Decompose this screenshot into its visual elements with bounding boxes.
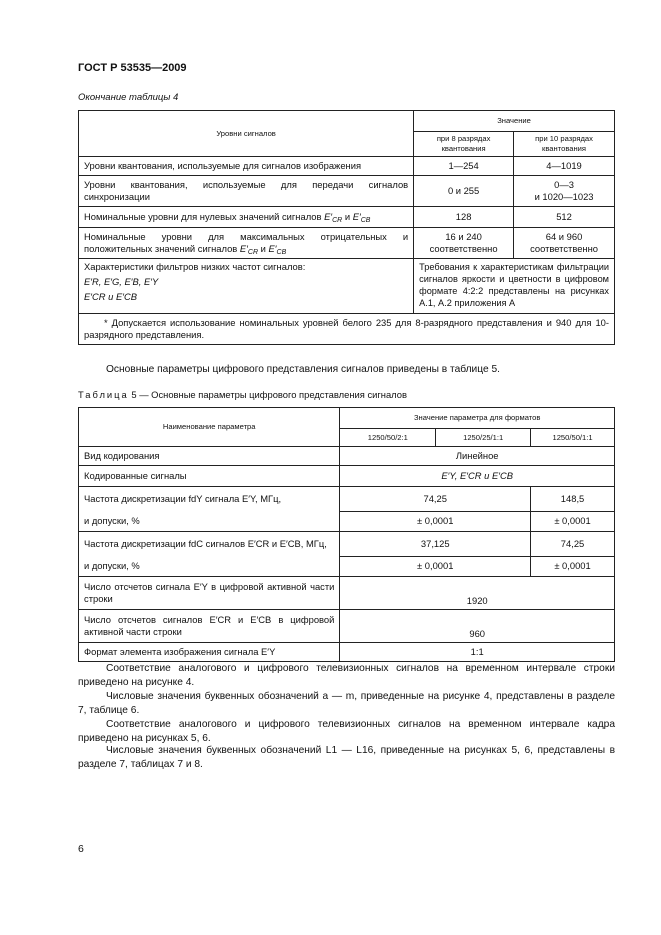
row-value: ± 0,0001 [531, 511, 615, 532]
value-line: соответственно [429, 243, 498, 254]
table4-header-row [79, 111, 615, 132]
table4-col-value: Значение [414, 111, 615, 132]
value-line: соответственно [530, 243, 598, 254]
row-value: 37,125 [340, 532, 531, 557]
table-row [79, 176, 615, 207]
body-paragraph: Числовые значения буквенных обозначений L1 — L16, приведенные на рисунках 5, 6, представлены в разделе 7, таблицах 7 и 8. [78, 745, 615, 770]
table5-col-param: Наименование параметра [79, 408, 340, 447]
signal-symbol: E′ [268, 243, 277, 254]
table-row [79, 207, 615, 228]
table5-col-values: Значение параметра для форматов [340, 408, 615, 429]
row-label: Уровни квантования, используемые для сигналов изображения [79, 157, 414, 176]
row-label [79, 259, 414, 314]
intro-paragraph: Основные параметры цифрового представления сигналов приведены в таблице 5. [106, 364, 500, 375]
table-row [79, 228, 615, 259]
signal-subscript: CB [276, 249, 287, 256]
row-label: Частота дискретизации fdC сигналов E′CR и E′CB, МГц, [79, 532, 340, 557]
row-value: ± 0,0001 [340, 511, 531, 532]
signal-symbol: E′ [239, 243, 248, 254]
row-value-8bit [414, 228, 514, 259]
row-label: Частота дискретизации fdY сигнала E′Y, МГц, [79, 487, 340, 512]
table4-footnote: * Допускается использование номинальных уровней белого 235 для 8-разрядного представления и 940 для 10-разрядного представления. [79, 314, 615, 345]
value-line: 64 и 960 [545, 231, 583, 242]
row-label [79, 207, 414, 228]
caption-text: 5 — Основные параметры цифрового представления сигналов [128, 389, 407, 400]
row-value-10bit: 512 [514, 207, 615, 228]
table-row [79, 577, 615, 610]
row-label: Вид кодирования [79, 447, 340, 466]
row-label: и допуски, % [79, 556, 340, 577]
table-row [79, 532, 615, 557]
signal-symbol: E′ [324, 211, 333, 222]
row-value: 74,25 [531, 532, 615, 557]
row-value: 960 [340, 610, 615, 643]
row-label: Кодированные сигналы [79, 466, 340, 487]
row-value-8bit: 128 [414, 207, 514, 228]
format-header: 1250/50/2:1 [340, 429, 436, 447]
body-paragraph: Числовые значения буквенных обозначений a — m, приведенные на рисунке 4, представлены в разделе 7, таблице 6. [78, 691, 615, 716]
value-line: 0—3 [554, 179, 574, 190]
caption-word: Таблица [78, 389, 129, 400]
row-label [79, 228, 414, 259]
row-value: 1920 [340, 577, 615, 610]
table-row [79, 556, 615, 577]
row-value: Линейное [340, 447, 615, 466]
row-value-8bit: 0 и 255 [414, 176, 514, 207]
table-row [79, 487, 615, 512]
row-value: E′Y, E′CR и E′CB [340, 466, 615, 487]
row-label: и допуски, % [79, 511, 340, 532]
table4-col-8bit: при 8 разрядах квантования [414, 132, 514, 157]
format-header: 1250/25/1:1 [436, 429, 531, 447]
row-label: Число отсчетов сигналов E′CR и E′CB в цифровой активной части строки [79, 610, 340, 643]
table5-caption [78, 389, 407, 400]
label-text: Характеристики фильтров низких частот сигналов: [84, 261, 306, 272]
row-value-8bit: 1—254 [414, 157, 514, 176]
row-value-10bit [514, 228, 615, 259]
signal-subscript: CR [332, 217, 343, 224]
table-row [79, 157, 615, 176]
row-value: 148,5 [531, 487, 615, 512]
label-text: Номинальные уровни для нулевых значений сигналов [84, 211, 322, 222]
signal-list: E′R, E′G, E′B, E′Y [84, 276, 159, 287]
row-value-10bit: 4—1019 [514, 157, 615, 176]
row-value-10bit [514, 176, 615, 207]
label-text: Номинальные уровни для максимальных отрицательных и положительных значений сигналов [84, 231, 409, 254]
page-header: ГОСТ Р 53535—2009 [78, 62, 187, 74]
row-label: Уровни квантования, используемые для передачи сигналов синхронизации [79, 176, 414, 207]
row-value: ± 0,0001 [531, 556, 615, 577]
body-paragraph: Соответствие аналогового и цифрового телевизионных сигналов на временном интервале кадра приведено на рисунках 5, 6. [78, 719, 615, 744]
table4-col-levels: Уровни сигналов [79, 111, 414, 157]
value-line: и 1020—1023 [534, 191, 594, 202]
table-row [79, 259, 615, 314]
table-row [79, 511, 615, 532]
signal-list: E′CR и E′CB [84, 291, 138, 302]
table-row [79, 643, 615, 662]
row-label: Число отсчетов сигнала E′Y в цифровой активной части строки [79, 577, 340, 610]
row-value: 74,25 [340, 487, 531, 512]
table5-header-row [79, 408, 615, 429]
row-value: ± 0,0001 [340, 556, 531, 577]
table-row [79, 447, 615, 466]
table4-footnote-row [79, 314, 615, 345]
format-header: 1250/50/1:1 [531, 429, 615, 447]
table-row [79, 610, 615, 643]
table4-col-10bit: при 10 разрядах квантования [514, 132, 615, 157]
row-value: 1:1 [340, 643, 615, 662]
conjunction: и [344, 211, 351, 222]
table-5 [78, 407, 615, 662]
signal-subscript: CR [247, 249, 259, 256]
value-line: 16 и 240 [445, 231, 482, 242]
row-label: Формат элемента изображения сигнала E′Y [79, 643, 340, 662]
filter-requirements: Требования к характеристикам фильтрации сигналов яркости и цветности в цифровом формате 4:2:2 представлены на рисунках А.1, А.2 приложения А [414, 259, 615, 314]
body-paragraph: Соответствие аналогового и цифрового телевизионных сигналов на временном интервале строки приведено на рисунке 4. [78, 663, 615, 688]
page-number: 6 [78, 843, 84, 855]
table-row [79, 466, 615, 487]
table4-caption: Окончание таблицы 4 [78, 92, 179, 103]
signal-subscript: CB [360, 217, 371, 224]
signal-symbol: E′ [352, 211, 361, 222]
table-4 [78, 110, 615, 345]
conjunction: и [260, 243, 266, 254]
